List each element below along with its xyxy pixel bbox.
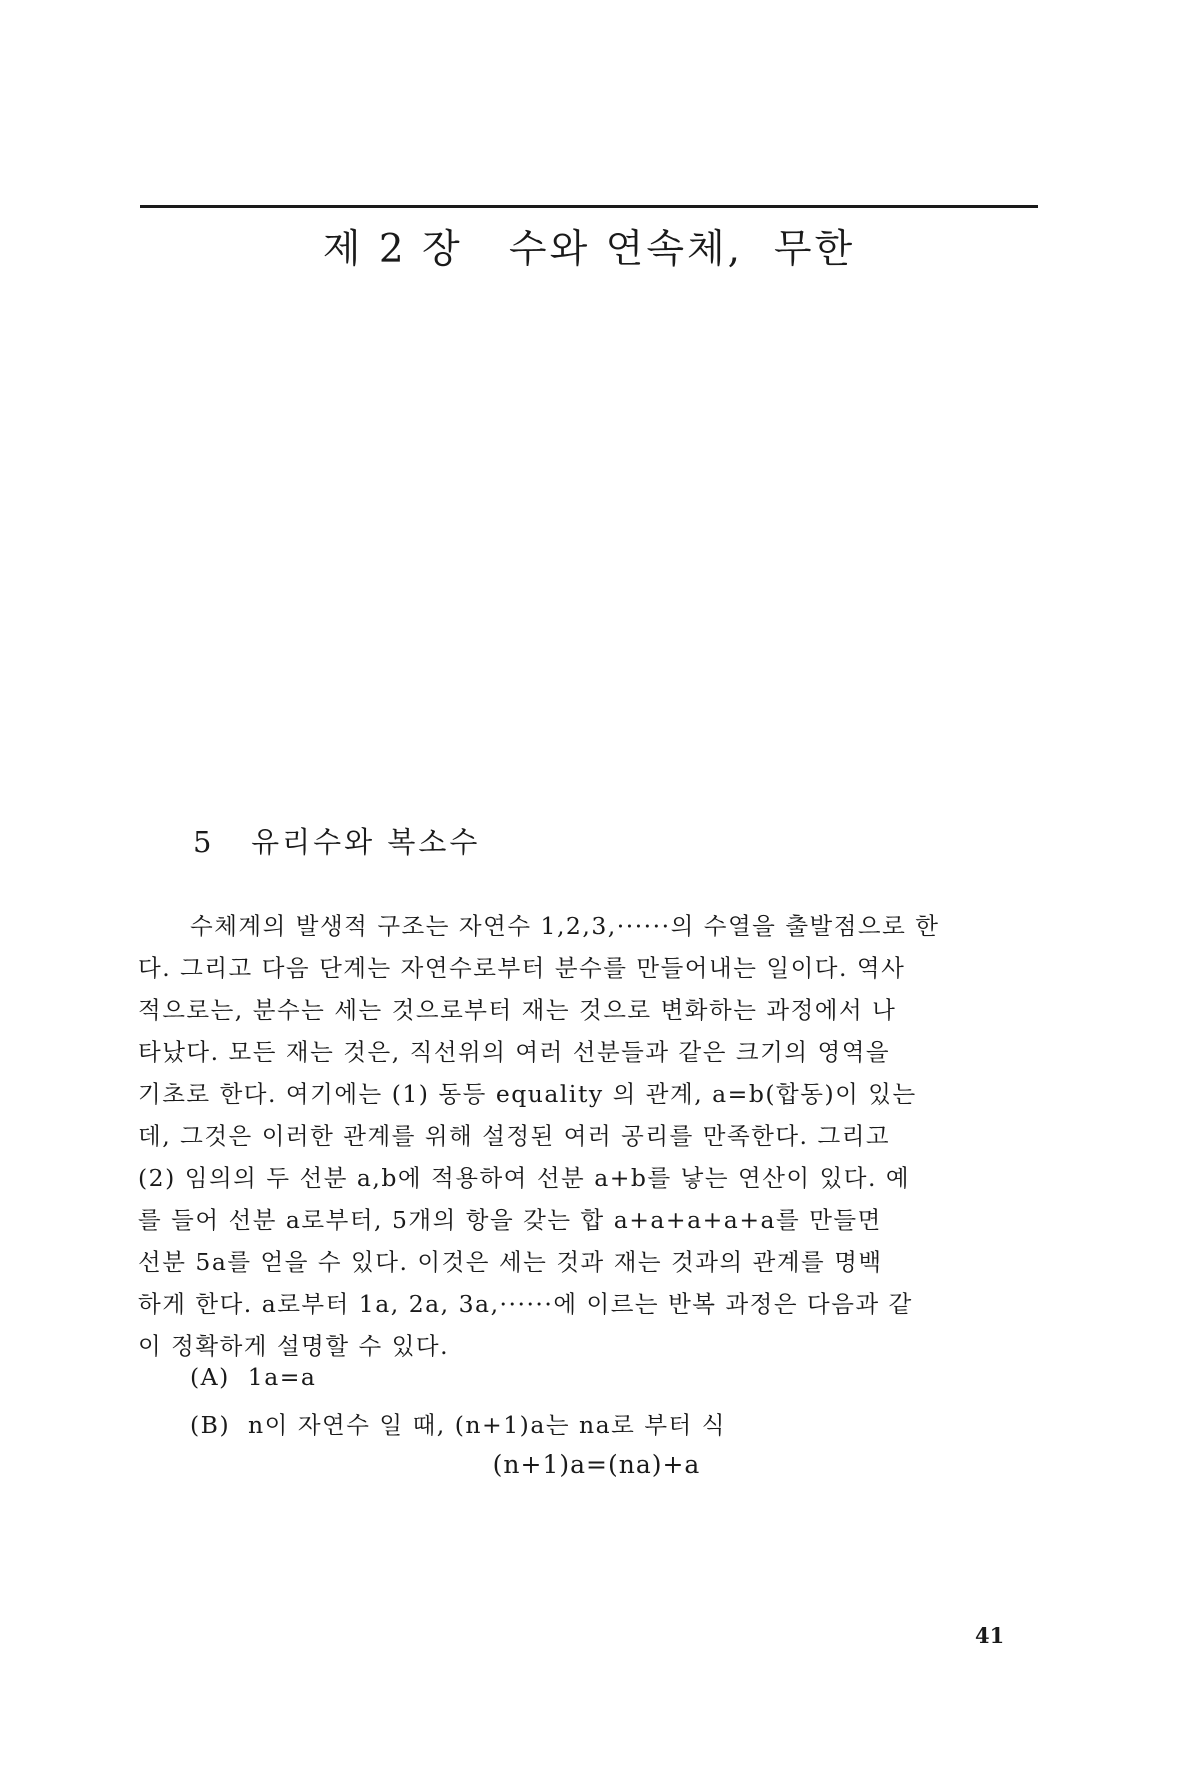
body-paragraph bbox=[138, 905, 1038, 1367]
text-line: 를 들어 선분 a로부터, 5개의 항을 갖는 합 a+a+a+a+a를 만들면 bbox=[138, 1206, 882, 1234]
text-line: 수체계의 발생적 구조는 자연수 1,2,3,······의 수열을 출발점으로 한 bbox=[190, 912, 940, 940]
text-line: 타났다. 모든 재는 것은, 직선위의 여러 선분들과 같은 크기의 영역을 bbox=[138, 1038, 891, 1066]
chapter-title: 제 2 장 수와 연속체, 무한 bbox=[322, 227, 856, 272]
case-a: (A) 1a=a bbox=[190, 1363, 317, 1391]
text-line: (2) 임의의 두 선분 a,b에 적용하여 선분 a+b를 낳는 연산이 있다. 예 bbox=[138, 1164, 911, 1192]
case-list bbox=[190, 1353, 726, 1449]
text-line: 다. 그리고 다음 단계는 자연수로부터 분수를 만들어내는 일이다. 역사 bbox=[138, 954, 906, 982]
text-line: 선분 5a를 얻을 수 있다. 이것은 세는 것과 재는 것과의 관계를 명백 bbox=[138, 1248, 883, 1276]
text-line: 데, 그것은 이러한 관계를 위해 설정된 여러 공리를 만족한다. 그리고 bbox=[138, 1122, 891, 1150]
display-formula: (n+1)a=(na)+a bbox=[492, 1450, 701, 1479]
text-line: 기초로 한다. 여기에는 (1) 동등 equality 의 관계, a=b(합동)이 있는 bbox=[138, 1080, 917, 1108]
page-number: 41 bbox=[975, 1623, 1005, 1648]
case-b: (B) n이 자연수 일 때, (n+1)a는 na로 부터 식 bbox=[190, 1411, 726, 1439]
text-line: 적으로는, 분수는 세는 것으로부터 재는 것으로 변화하는 과정에서 나 bbox=[138, 996, 897, 1024]
text-line: 이 정확하게 설명할 수 있다. bbox=[138, 1332, 450, 1360]
text-line: 하게 한다. a로부터 1a, 2a, 3a,······에 이르는 반복 과정은 다음과 같 bbox=[138, 1290, 913, 1318]
chapter-rule bbox=[140, 205, 1038, 208]
section-heading: 5 유리수와 복소수 bbox=[193, 825, 481, 859]
